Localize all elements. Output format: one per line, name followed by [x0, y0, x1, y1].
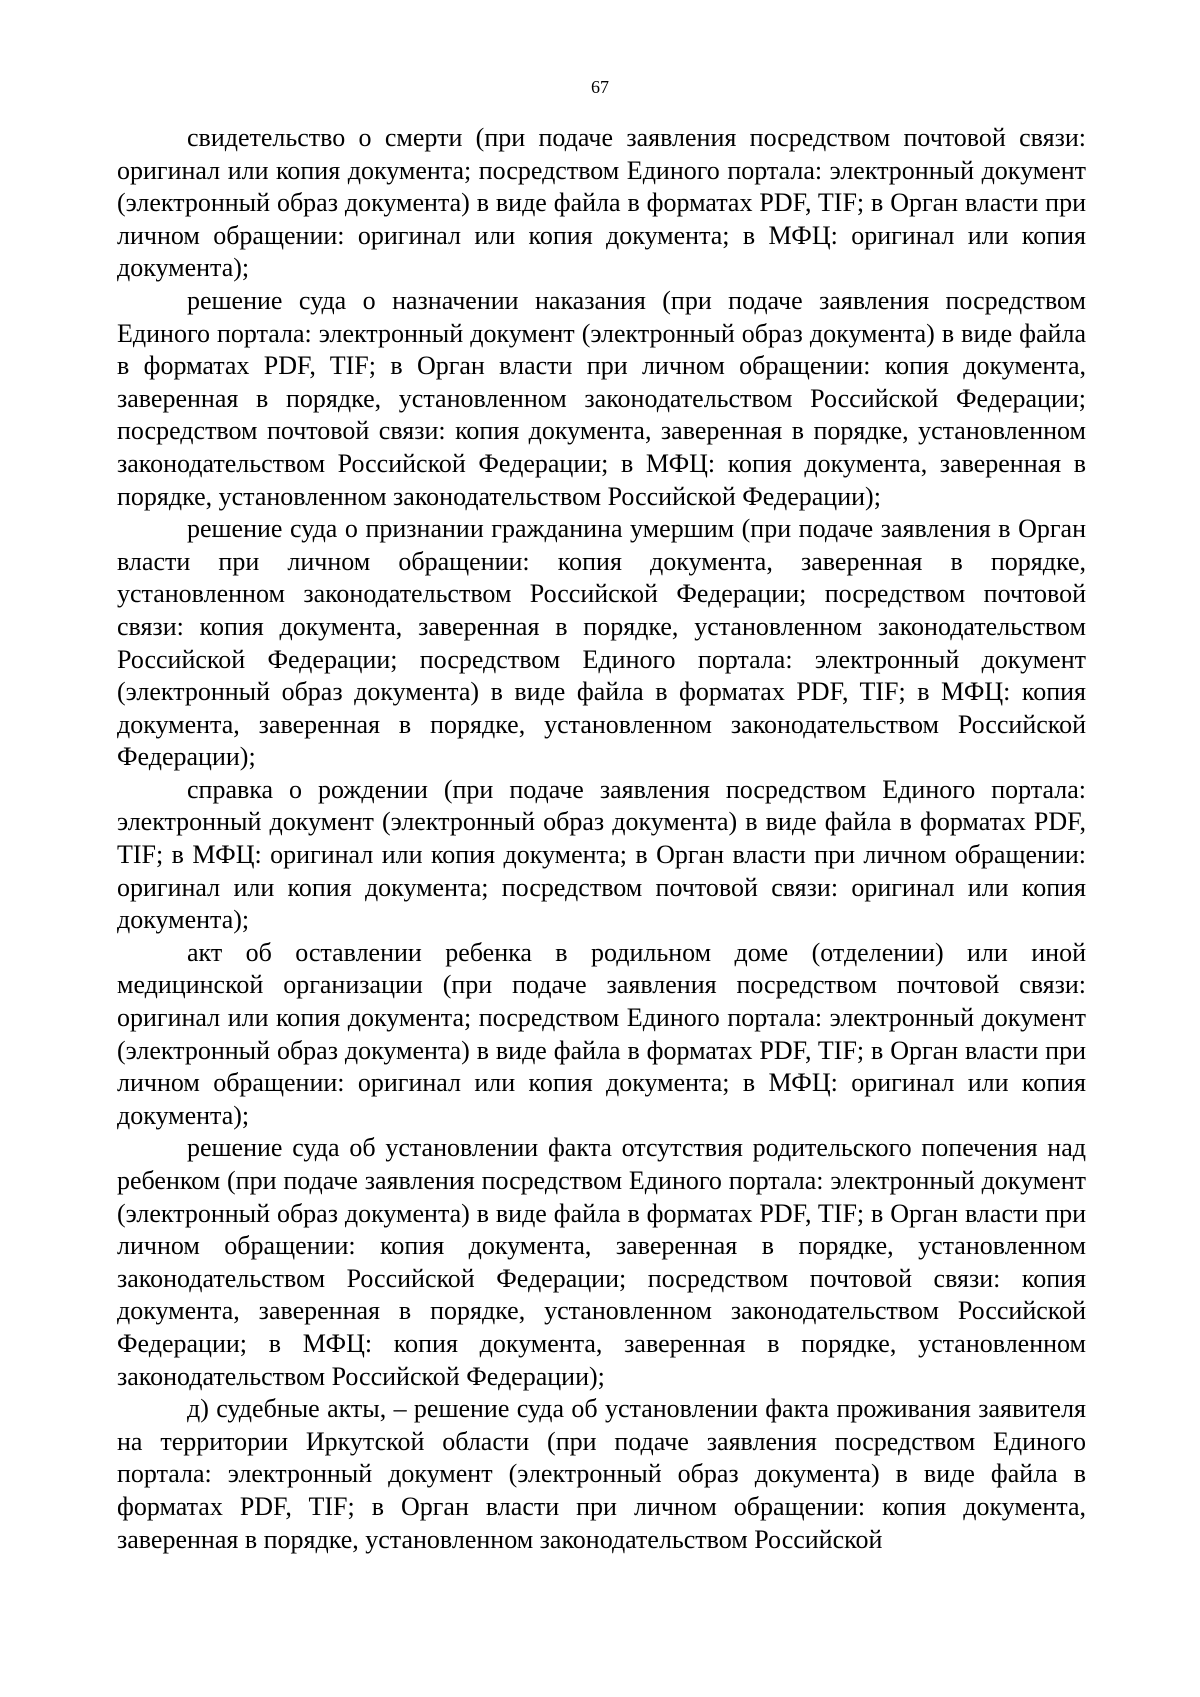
paragraph-abandonment-act: акт об оставлении ребенка в родильном доме (отделении) или иной медицинской организации (при подаче заявления посредством почтовой связи: оригинал или копия документа; посредством Единого портала: электронный документ (электронный образ документа) в виде файла в форматах PDF, TIF; в Орган власти при личном обращении: оригинал или копия документа; в МФЦ: оригинал или копия документа);	[117, 937, 1086, 1130]
paragraph-birth-certificate: справка о рождении (при подаче заявления посредством Единого портала: электронный документ (электронный образ документа) в виде файла в форматах PDF, TIF; в МФЦ: оригинал или копия документа; в Орган власти при личном обращении: оригинал или копия документа; посредством почтовой связи: оригинал или копия документа);	[117, 774, 1086, 935]
paragraph-court-decision-no-care: решение суда об установлении факта отсутствия родительского попечения над ребенком (при подаче заявления посредством Единого портала: электронный документ (электронный образ документа) в виде файла в форматах PDF, TIF; в Орган власти при личном обращении: копия документа, заверенная в порядке, установленном законодательством Российской Федерации; посредством почтовой связи: копия документа, заверенная в порядке, установленном законодательством Российской Федерации; в МФЦ: копия документа, заверенная в порядке, установленном законодательством Российской Федерации);	[117, 1133, 1086, 1391]
paragraph-court-decision-deceased: решение суда о признании гражданина умершим (при подаче заявления в Орган власти при личном обращении: копия документа, заверенная в порядке, установленном законодательством Российской Федерации; посредством почтовой связи: копия документа, заверенная в порядке, установленном законодательством Российской Федерации; посредством Единого портала: электронный документ (электронный образ документа) в виде файла в форматах PDF, TIF; в МФЦ: копия документа, заверенная в порядке, установленном законодательством Российской Федерации);	[117, 514, 1086, 772]
paragraph-court-sentence: решение суда о назначении наказания (при подаче заявления посредством Единого портала: электронный документ (электронный образ документа) в виде файла в форматах PDF, TIF; в Орган власти при личном обращении: копия документа, заверенная в порядке, установленном законодательством Российской Федерации; посредством почтовой связи: копия документа, заверенная в порядке, установленном законодательством Российской Федерации; в МФЦ: копия документа, заверенная в порядке, установленном законодательством Российской Федерации);	[117, 285, 1086, 511]
page-number: 67	[591, 77, 609, 97]
document-body	[117, 122, 1086, 1556]
paragraph-death-certificate: свидетельство о смерти (при подаче заявления посредством почтовой связи: оригинал или копия документа; посредством Единого портала: электронный документ (электронный образ документа) в виде файла в форматах PDF, TIF; в Орган власти при личном обращении: оригинал или копия документа; в МФЦ: оригинал или копия документа);	[117, 123, 1086, 283]
paragraph-court-acts-residence: д) судебные акты, – решение суда об установлении факта проживания заявителя на территории Иркутской области (при подаче заявления посредством Единого портала: электронный документ (электронный образ документа) в виде файла в форматах PDF, TIF; в Орган власти при личном обращении: копия документа, заверенная в порядке, установленном законодательством Российской	[117, 1394, 1086, 1554]
